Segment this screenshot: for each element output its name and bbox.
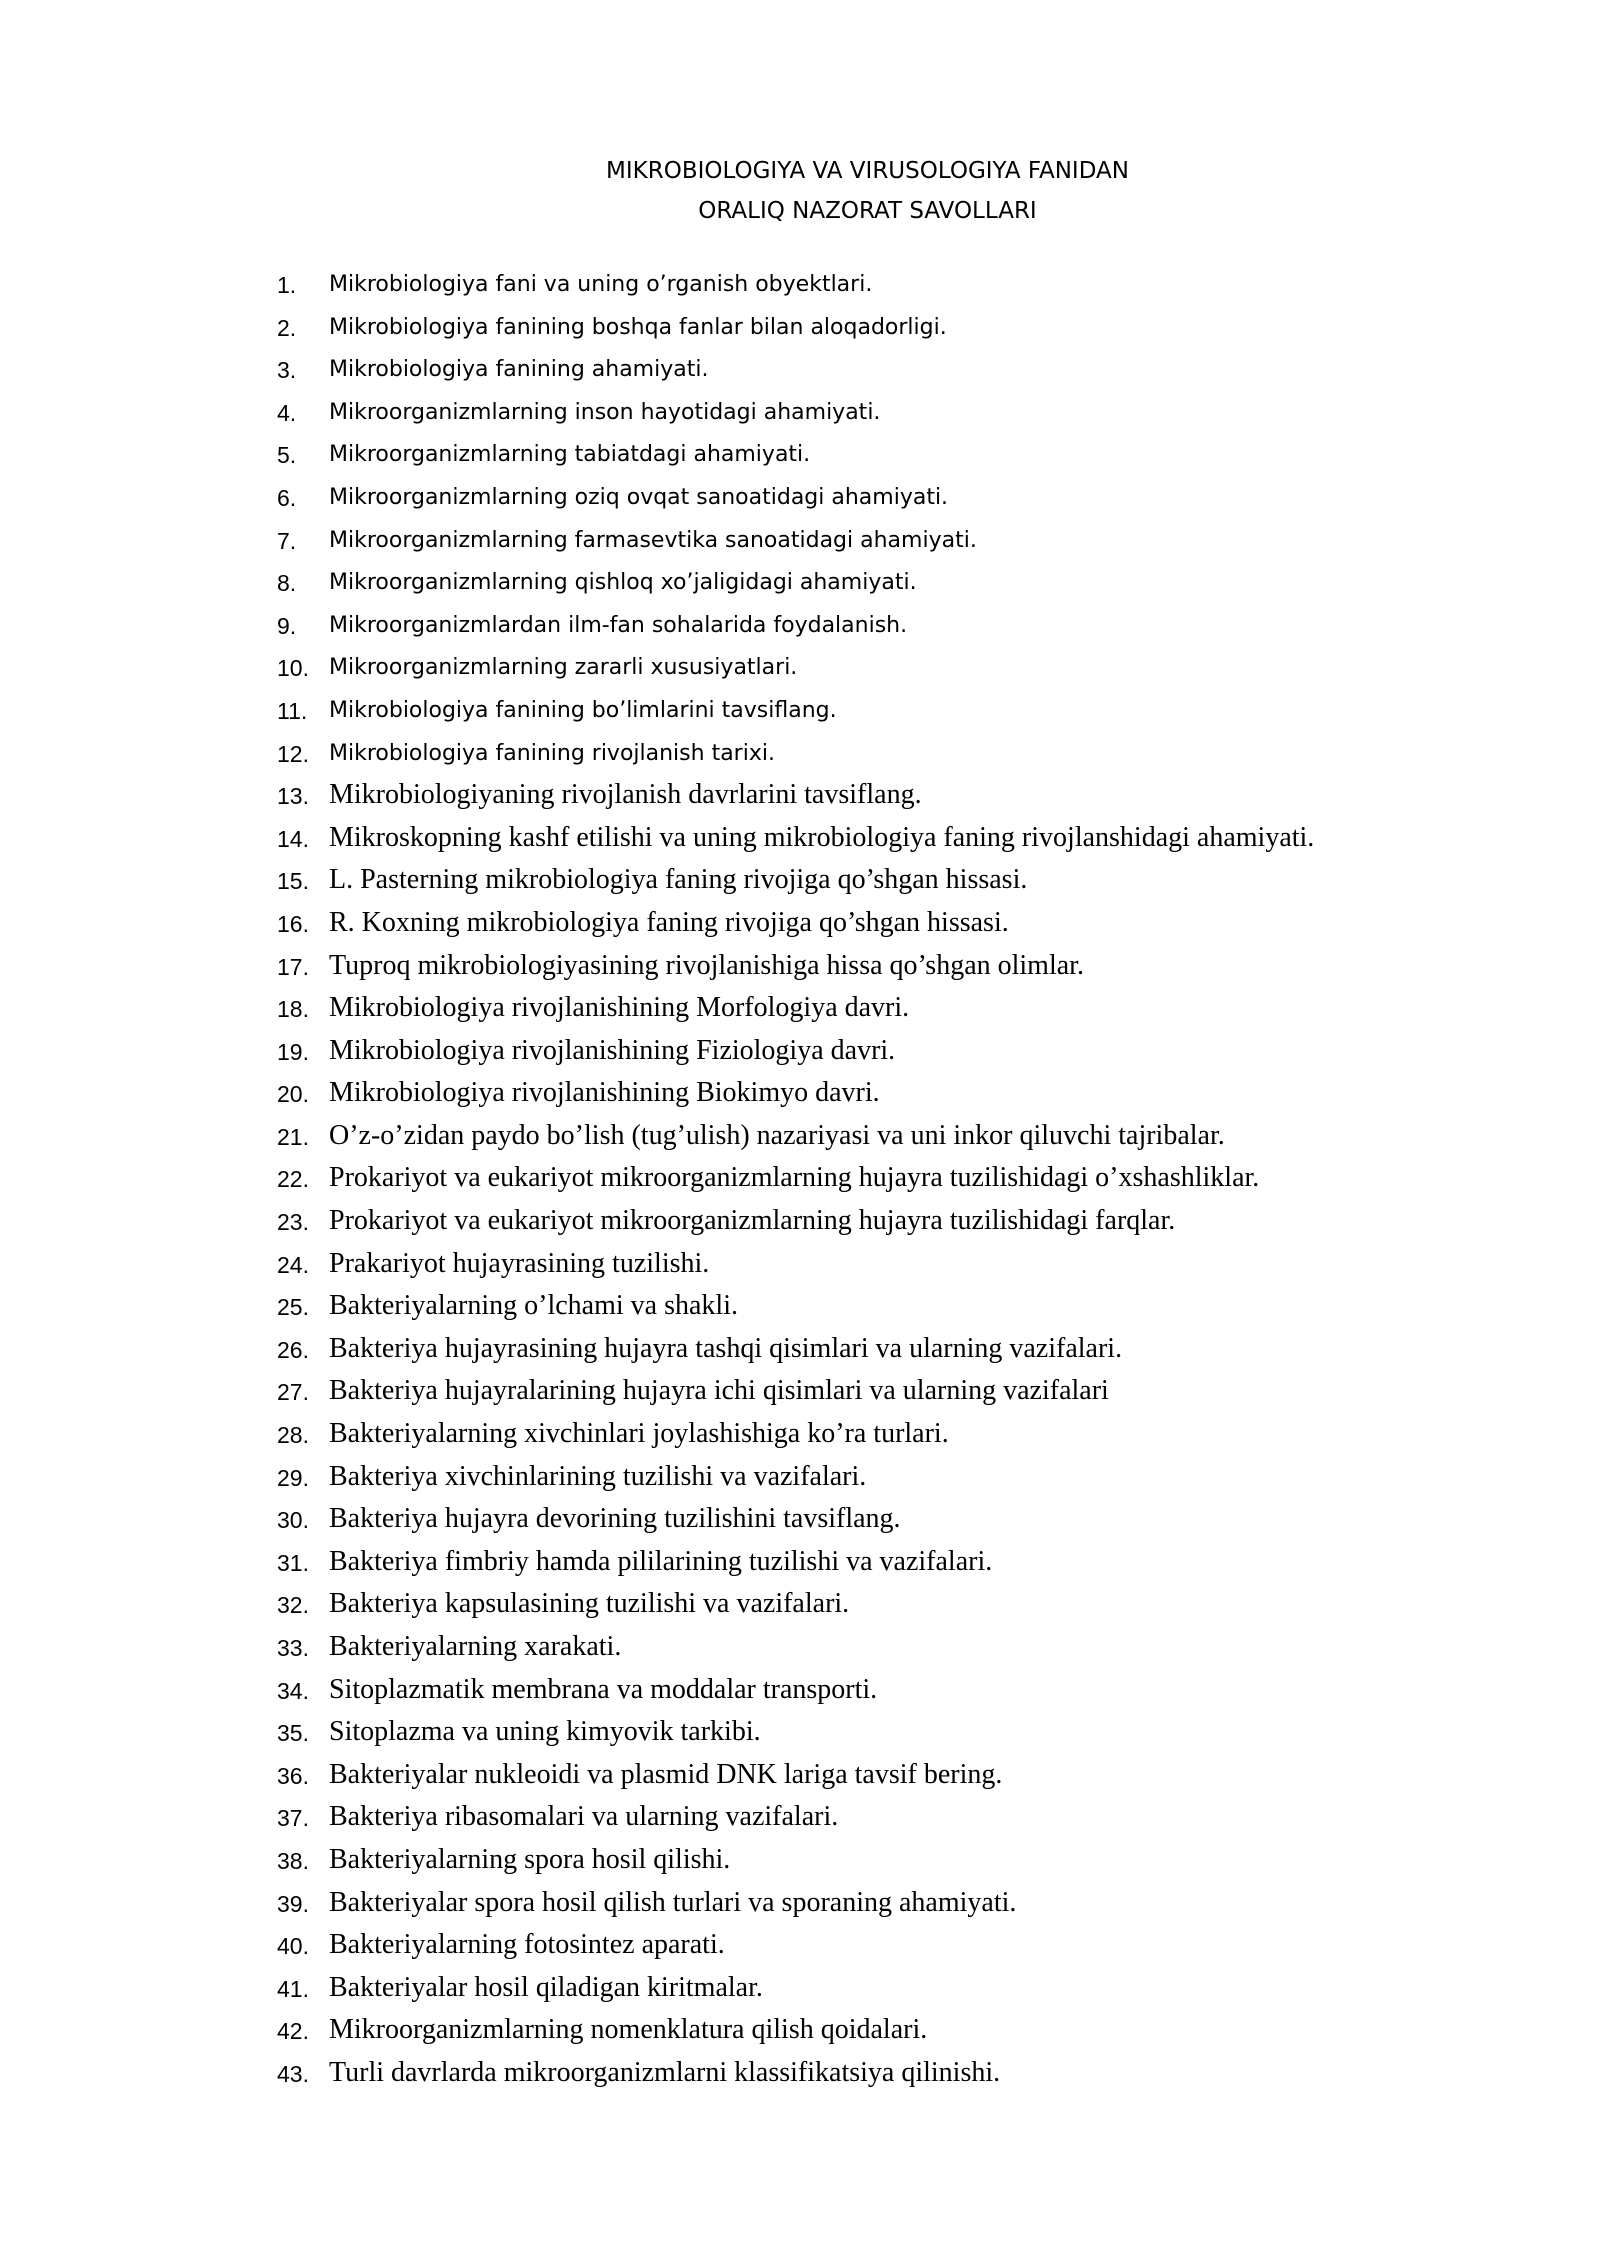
question-text: Mikroorganizmlarning nomenklatura qilish qoidalari. <box>329 2014 928 2046</box>
list-item <box>0 1290 1600 1333</box>
list-item <box>0 1546 1600 1589</box>
list-item <box>0 1333 1600 1376</box>
list-item <box>0 651 1600 694</box>
question-number: 34. <box>277 1677 309 1704</box>
list-item <box>0 779 1600 822</box>
question-number: 13. <box>277 783 309 810</box>
question-number: 23. <box>277 1209 309 1236</box>
question-text: Bakteriya hujayralarining hujayra ichi qisimlari va ularning vazifalari <box>329 1375 1109 1407</box>
question-number: 32. <box>277 1592 309 1619</box>
question-number: 33. <box>277 1635 309 1661</box>
question-text: Mikroorganizmlarning qishloq xo’jaligidagi ahamiyati. <box>329 570 917 596</box>
question-text: Prokariyot va eukariyot mikroorganizmlarning hujayra tuzilishidagi o’xshashliklar. <box>329 1162 1260 1194</box>
list-item <box>0 1588 1600 1631</box>
list-item <box>0 566 1600 609</box>
question-text: Mikrobiologiya fanining ahamiyati. <box>329 357 709 383</box>
list-item <box>0 2057 1600 2100</box>
question-text: Bakteriyalarning xivchinlari joylashishiga ko’ra turlari. <box>329 1418 949 1450</box>
list-item <box>0 1418 1600 1461</box>
question-number: 4. <box>277 399 297 426</box>
question-number: 14. <box>277 825 309 852</box>
question-number: 10. <box>277 655 309 682</box>
question-text: Bakteriyalarning xarakati. <box>329 1631 622 1662</box>
question-text: Mikroorganizmlarning tabiatdagi ahamiyati. <box>329 442 811 468</box>
question-text: Mikrobiologiya rivojlanishining Biokimyo davri. <box>329 1077 880 1109</box>
list-item <box>0 950 1600 993</box>
question-number: 7. <box>277 527 297 554</box>
question-number: 12. <box>277 740 309 767</box>
question-number: 35. <box>277 1720 309 1747</box>
question-text: L. Pasterning mikrobiologiya faning rivojiga qo’shgan hissasi. <box>329 864 1028 896</box>
question-number: 22. <box>277 1166 309 1193</box>
question-number: 30. <box>277 1507 309 1534</box>
list-item <box>0 1887 1600 1930</box>
list-item <box>0 311 1600 354</box>
question-text: Bakteriya ribasomalari va ularning vazifalari. <box>329 1801 839 1833</box>
question-number: 8. <box>277 570 297 597</box>
question-text: Mikrobiologiya rivojlanishining Fiziologiya davri. <box>329 1034 896 1066</box>
question-text: Bakteriya hujayrasining hujayra tashqi qisimlari va ularning vazifalari. <box>329 1332 1123 1364</box>
question-text: Mikrobiologiyaning rivojlanish davrlarini tavsiflang. <box>329 779 922 811</box>
list-item <box>0 1503 1600 1546</box>
list-item <box>0 1461 1600 1504</box>
list-item <box>0 1801 1600 1844</box>
question-text: Bakteriya kapsulasining tuzilishi va vazifalari. <box>329 1588 850 1620</box>
list-item <box>0 1077 1600 1120</box>
question-number: 18. <box>277 996 309 1023</box>
list-item <box>0 1844 1600 1887</box>
question-number: 25. <box>277 1294 309 1321</box>
list-item <box>0 1929 1600 1972</box>
question-text: Bakteriyalarning o’lchami va shakli. <box>329 1290 738 1322</box>
question-number: 29. <box>277 1464 309 1491</box>
question-text: Sitoplazma va uning kimyovik tarkibi. <box>329 1716 761 1748</box>
document-title-line-2: ORALIQ NAZORAT SAVOLLARI <box>698 198 1037 224</box>
question-text: Mikrobiologiya fanining bo’limlarini tavsiflang. <box>329 697 837 723</box>
question-text: Mikroorganizmlarning farmasevtika sanoatidagi ahamiyati. <box>329 527 977 553</box>
question-number: 19. <box>277 1038 309 1065</box>
question-number: 3. <box>277 357 297 384</box>
list-item <box>0 1248 1600 1291</box>
question-number: 27. <box>277 1379 309 1406</box>
question-text: Mikrobiologiya fanining boshqa fanlar bilan aloqadorligi. <box>329 314 947 340</box>
question-text: Prakariyot hujayrasining tuzilishi. <box>329 1247 710 1279</box>
question-number: 1. <box>277 272 297 298</box>
question-number: 40. <box>277 1933 309 1960</box>
question-text: Mikroorganizmlardan ilm-fan sohalarida foydalanish. <box>329 612 908 638</box>
list-item <box>0 524 1600 567</box>
document-title-line-1: MIKROBIOLOGIYA VA VIRUSOLOGIYA FANIDAN <box>606 158 1129 184</box>
list-item <box>0 1972 1600 2015</box>
question-text: Prokariyot va eukariyot mikroorganizmlarning hujayra tuzilishidagi farqlar. <box>329 1205 1176 1237</box>
list-item <box>0 2014 1600 2057</box>
question-number: 21. <box>277 1123 309 1150</box>
question-number: 31. <box>277 1549 309 1576</box>
question-number: 17. <box>277 953 309 980</box>
question-number: 42. <box>277 2018 309 2045</box>
question-number: 24. <box>277 1251 309 1278</box>
question-text: Bakteriyalar hosil qiladigan kiritmalar. <box>329 1971 763 2003</box>
question-number: 38. <box>277 1847 309 1874</box>
question-text: Mikroskopning kashf etilishi va uning mikrobiologiya faning rivojlanshidagi ahamiyati. <box>329 821 1315 853</box>
question-text: Mikrobiologiya fanining rivojlanish tarixi. <box>329 740 775 766</box>
question-number: 2. <box>277 314 297 341</box>
question-text: Tuproq mikrobiologiyasining rivojlanishiga hissa qo’shgan olimlar. <box>329 949 1084 981</box>
question-text: Bakteriyalarning spora hosil qilishi. <box>329 1843 731 1875</box>
question-number: 43. <box>277 2060 309 2087</box>
question-number: 39. <box>277 1890 309 1917</box>
question-text: Bakteriya xivchinlarining tuzilishi va vazifalari. <box>329 1460 867 1492</box>
question-number: 15. <box>277 868 309 895</box>
list-item <box>0 907 1600 950</box>
question-text: Mikrobiologiya rivojlanishining Morfologiya davri. <box>329 992 910 1024</box>
question-text: O’z-o’zidan paydo bo’lish (tug’ulish) nazariyasi va uni inkor qiluvchi tajribalar. <box>329 1119 1225 1151</box>
list-item <box>0 1674 1600 1717</box>
list-item <box>0 268 1600 311</box>
list-item <box>0 694 1600 737</box>
list-item <box>0 1716 1600 1759</box>
list-item <box>0 1120 1600 1163</box>
question-text: Bakteriyalar spora hosil qilish turlari va sporaning ahamiyati. <box>329 1886 1017 1918</box>
question-list <box>0 268 1600 2100</box>
question-text: Mikroorganizmlarning oziq ovqat sanoatidagi ahamiyati. <box>329 484 949 510</box>
question-text: Sitoplazmatik membrana va moddalar transporti. <box>329 1673 878 1705</box>
question-number: 36. <box>277 1762 309 1789</box>
question-number: 26. <box>277 1336 309 1363</box>
question-text: Mikrobiologiya fani va uning o’rganish obyektlari. <box>329 272 873 297</box>
question-number: 9. <box>277 612 297 639</box>
list-item <box>0 1162 1600 1205</box>
question-text: Bakteriyalar nukleoidi va plasmid DNK lariga tavsif bering. <box>329 1758 1003 1790</box>
list-item <box>0 864 1600 907</box>
question-number: 20. <box>277 1081 309 1108</box>
question-number: 11. <box>277 697 308 724</box>
question-number: 41. <box>277 1975 309 2002</box>
question-number: 28. <box>277 1422 309 1449</box>
question-text: Mikroorganizmlarning zararli xususiyatlari. <box>329 655 798 681</box>
list-item <box>0 737 1600 780</box>
question-text: Turli davrlarda mikroorganizmlarni klassifikatsiya qilinishi. <box>329 2056 1001 2088</box>
list-item <box>0 1375 1600 1418</box>
question-text: Bakteriya hujayra devorining tuzilishini tavsiflang. <box>329 1503 901 1535</box>
list-item <box>0 481 1600 524</box>
question-number: 37. <box>277 1805 309 1832</box>
list-item <box>0 992 1600 1035</box>
list-item <box>0 396 1600 439</box>
question-number: 16. <box>277 910 309 937</box>
list-item <box>0 1759 1600 1802</box>
list-item <box>0 353 1600 396</box>
list-item <box>0 609 1600 652</box>
list-item <box>0 1035 1600 1078</box>
question-text: Bakteriyalarning fotosintez aparati. <box>329 1929 725 1961</box>
question-number: 5. <box>277 442 297 469</box>
question-text: R. Koxning mikrobiologiya faning rivojiga qo’shgan hissasi. <box>329 906 1009 938</box>
list-item <box>0 1631 1600 1674</box>
question-number: 6. <box>277 484 297 511</box>
list-item <box>0 438 1600 481</box>
question-text: Bakteriya fimbriy hamda pililarining tuzilishi va vazifalari. <box>329 1545 993 1577</box>
question-text: Mikroorganizmlarning inson hayotidagi ahamiyati. <box>329 399 881 425</box>
list-item <box>0 1205 1600 1248</box>
list-item <box>0 822 1600 865</box>
